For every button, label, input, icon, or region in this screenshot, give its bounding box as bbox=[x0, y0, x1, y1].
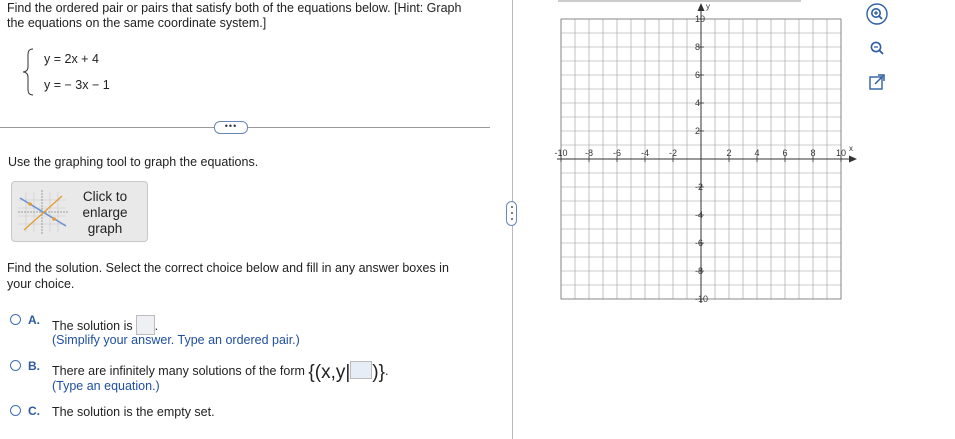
instruction-text: Use the graphing tool to graph the equations. bbox=[8, 155, 259, 169]
x-tick-label: -4 bbox=[640, 148, 650, 158]
choice-a-radio[interactable] bbox=[10, 314, 21, 325]
question-line-2: the equations on the same coordinate system.] bbox=[7, 16, 267, 30]
choice-a-text: The solution is . bbox=[52, 315, 158, 335]
equation-2: y = − 3x − 1 bbox=[44, 78, 110, 92]
choice-b-letter: B. bbox=[28, 359, 40, 373]
y-tick-label: -10 bbox=[695, 294, 709, 304]
choice-c[interactable] bbox=[10, 405, 310, 421]
x-tick-label: -8 bbox=[584, 148, 594, 158]
x-tick-label: 6 bbox=[782, 148, 788, 158]
choice-b-answer-box[interactable] bbox=[350, 361, 372, 379]
x-axis-label: x bbox=[849, 144, 853, 153]
x-tick-label: 4 bbox=[754, 148, 760, 158]
y-tick-label: 2 bbox=[695, 126, 701, 136]
choice-a-answer-box[interactable] bbox=[136, 315, 155, 335]
choice-a-letter: A. bbox=[28, 313, 40, 327]
choice-c-radio[interactable] bbox=[10, 405, 21, 416]
y-tick-label: -6 bbox=[695, 238, 704, 248]
left-brace-icon bbox=[22, 48, 36, 96]
x-axis-arrow-icon bbox=[849, 156, 857, 163]
choice-c-letter: C. bbox=[28, 404, 40, 418]
y-axis-arrow-icon bbox=[698, 3, 705, 11]
x-tick-label: 8 bbox=[810, 148, 816, 158]
x-tick-label: -2 bbox=[668, 148, 678, 158]
y-tick-label: 6 bbox=[695, 70, 701, 80]
x-tick-label: -10 bbox=[554, 148, 568, 158]
find-solution-text: Find the solution. Select the correct choice below and fill in any answer boxes in your choice. bbox=[7, 261, 449, 291]
y-tick-label: 8 bbox=[695, 42, 701, 52]
choice-c-text: The solution is the empty set. bbox=[52, 405, 215, 419]
popout-icon[interactable] bbox=[866, 71, 888, 93]
x-tick-label: -6 bbox=[612, 148, 622, 158]
choice-b[interactable] bbox=[10, 360, 430, 396]
y-tick-label: -8 bbox=[695, 266, 704, 276]
enlarge-graph-label: Click to enlarge graph bbox=[82, 189, 128, 236]
coordinate-graph[interactable] bbox=[546, 0, 862, 312]
y-tick-label: -2 bbox=[695, 182, 704, 192]
question-text bbox=[7, 1, 487, 31]
choice-b-radio[interactable] bbox=[10, 360, 21, 371]
graph-thumbnail-icon bbox=[14, 188, 70, 236]
more-button[interactable]: ••• bbox=[214, 121, 248, 134]
y-axis-label: y bbox=[706, 2, 710, 11]
question-line-1: Find the ordered pair or pairs that satisfy both of the equations below. [Hint: Graph bbox=[7, 1, 462, 15]
equation-1: y = 2x + 4 bbox=[44, 52, 99, 66]
choice-b-text: There are infinitely many solutions of the form {(x,y| )}. bbox=[52, 362, 389, 383]
enlarge-graph-button[interactable] bbox=[11, 181, 148, 242]
y-tick-label: 10 bbox=[695, 14, 706, 24]
x-tick-label: 2 bbox=[726, 148, 732, 158]
equation-system bbox=[22, 48, 142, 98]
panel-splitter-handle[interactable] bbox=[506, 201, 517, 226]
choice-a[interactable] bbox=[10, 314, 410, 350]
choice-b-hint: (Type an equation.) bbox=[52, 379, 160, 393]
zoom-out-icon[interactable] bbox=[866, 37, 888, 59]
choice-a-hint: (Simplify your answer. Type an ordered pair.) bbox=[52, 333, 300, 347]
x-tick-label: 10 bbox=[835, 148, 847, 158]
y-tick-label: -4 bbox=[695, 210, 704, 220]
y-tick-label: 4 bbox=[695, 98, 701, 108]
zoom-in-icon[interactable] bbox=[866, 3, 888, 25]
